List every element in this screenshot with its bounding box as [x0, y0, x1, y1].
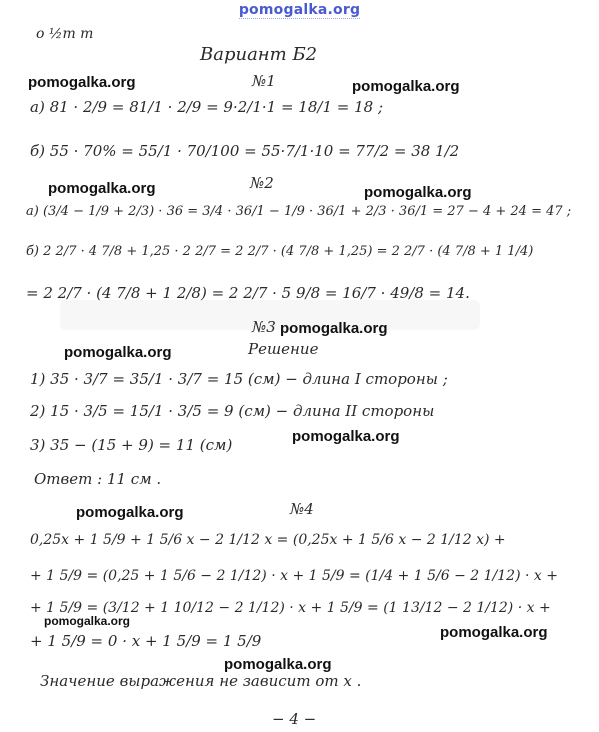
page-number: − 4 −: [272, 710, 317, 728]
task3-step-1: 1) 35 · 3/7 = 35/1 · 3/7 = 15 (см) − длина I стороны ;: [30, 370, 448, 388]
task3-step-2: 2) 15 · 3/5 = 15/1 · 3/5 = 9 (см) − длина II стороны: [30, 402, 435, 420]
task4-line-3: + 1 5/9 = (3/12 + 1 10/12 − 2 1/12) · x + 1 5/9 = (1 13/12 − 2 1/12) · x +: [30, 600, 551, 616]
watermark: pomogalka.org: [224, 656, 332, 673]
watermark: pomogalka.org: [28, 74, 136, 91]
task4-line-1: 0,25x + 1 5/9 + 1 5/6 x − 2 1/12 x = (0,25x + 1 5/6 x − 2 1/12 x) +: [30, 532, 506, 548]
section-number-3: №3: [252, 318, 276, 336]
site-header-link[interactable]: [0, 2, 599, 18]
watermark: pomogalka.org: [292, 428, 400, 445]
task1-line-b: б) 55 · 70% = 55/1 · 70/100 = 55·7/1·10 = 77/2 = 38 1/2: [30, 142, 460, 160]
watermark: pomogalka.org: [280, 320, 388, 337]
section-number-2: №2: [250, 174, 274, 192]
section-number-4: №4: [290, 500, 314, 518]
watermark: pomogalka.org: [76, 504, 184, 521]
watermark: pomogalka.org: [440, 624, 548, 641]
watermark: pomogalka.org: [352, 78, 460, 95]
section-number-1: №1: [252, 72, 276, 90]
site-header-text[interactable]: pomogalka.org: [238, 2, 361, 18]
watermark: pomogalka.org: [44, 614, 131, 628]
task4-line-2: + 1 5/9 = (0,25 + 1 5/6 − 2 1/12) · x + 1 5/9 = (1/4 + 1 5/6 − 2 1/12) · x +: [30, 568, 558, 584]
watermark: pomogalka.org: [364, 184, 472, 201]
task2-line-a: а) (3/4 − 1/9 + 2/3) · 36 = 3/4 · 36/1 − 1/9 · 36/1 + 2/3 · 36/1 = 27 − 4 + 24 = 47 ;: [26, 204, 572, 219]
task4-conclusion: Значение выражения не зависит от x .: [40, 672, 362, 690]
task2-line-b: б) 2 2/7 · 4 7/8 + 1,25 · 2 2/7 = 2 2/7 · (4 7/8 + 1,25) = 2 2/7 · (4 7/8 + 1 1/4): [26, 244, 534, 259]
watermark: pomogalka.org: [64, 344, 172, 361]
watermark: pomogalka.org: [48, 180, 156, 197]
variant-title: Вариант Б2: [200, 44, 318, 65]
task2-line-c: = 2 2/7 · (4 7/8 + 1 2/8) = 2 2/7 · 5 9/8 = 16/7 · 49/8 = 14.: [26, 284, 470, 302]
task1-line-a: а) 81 · 2/9 = 81/1 · 2/9 = 9·2/1·1 = 18/1 = 18 ;: [30, 98, 383, 116]
solution-heading: Решение: [248, 340, 319, 358]
task4-line-4: + 1 5/9 = 0 · x + 1 5/9 = 1 5/9: [30, 632, 262, 650]
task3-answer: Ответ : 11 см .: [34, 470, 162, 488]
corner-note: о ½m m: [36, 26, 94, 42]
task3-step-3: 3) 35 − (15 + 9) = 11 (см): [30, 436, 233, 454]
